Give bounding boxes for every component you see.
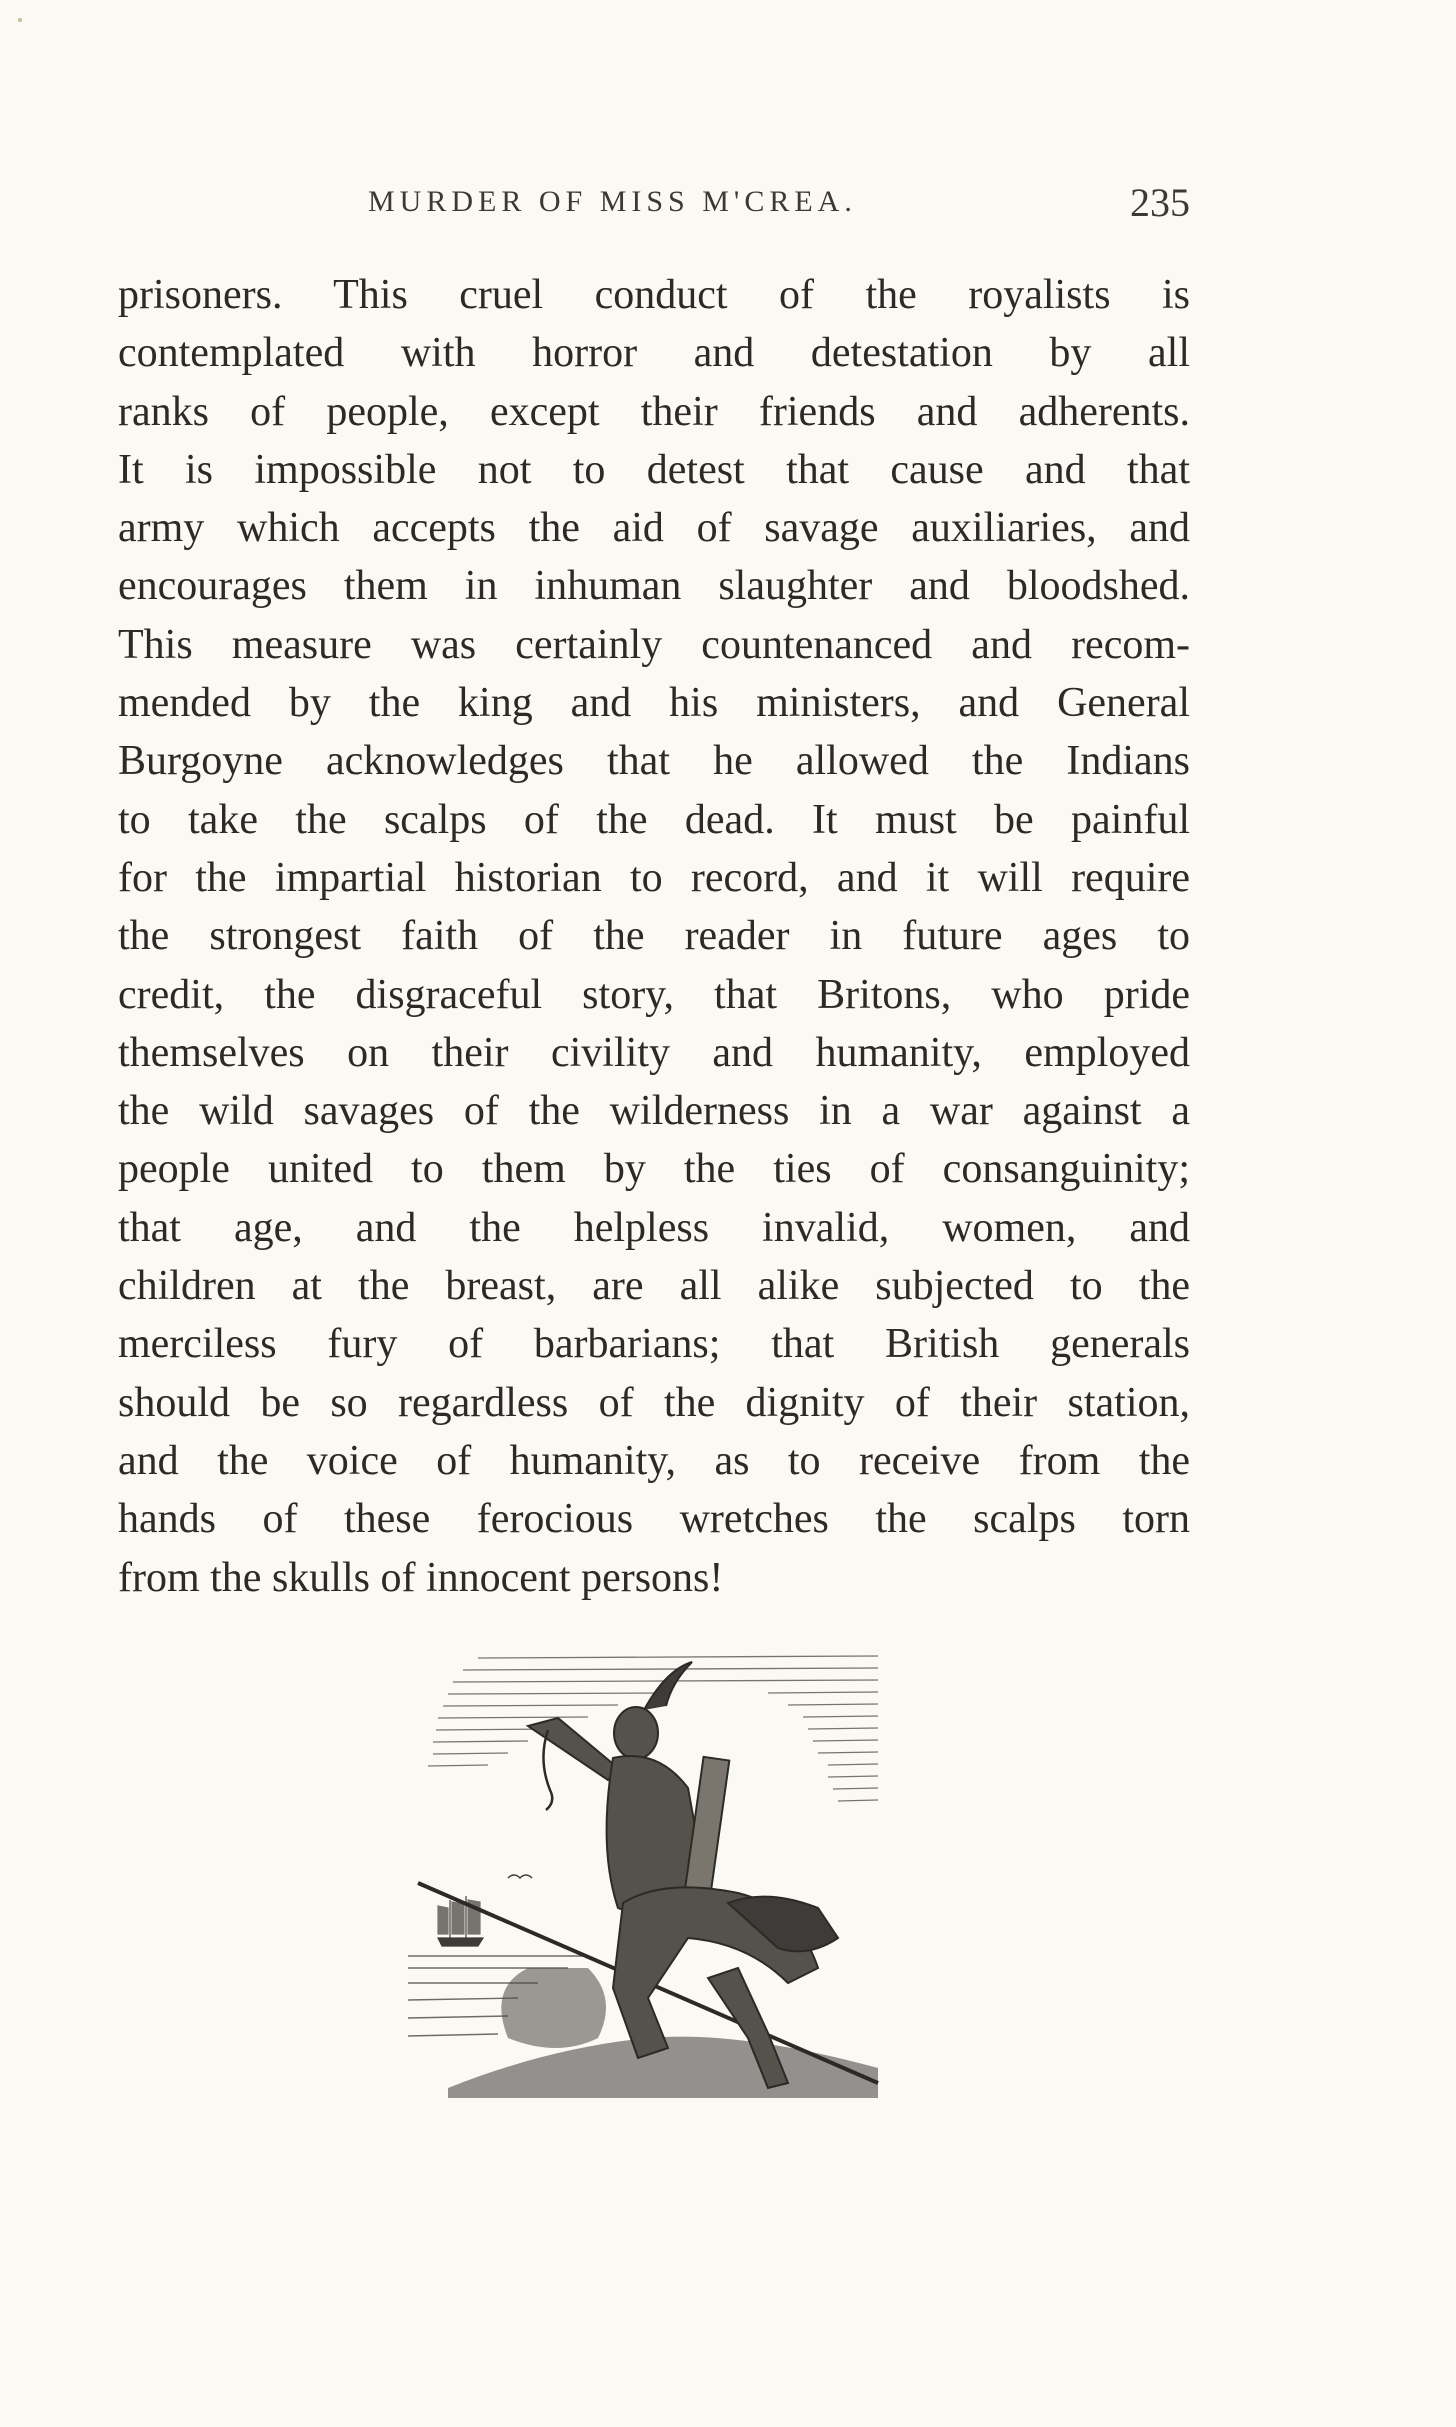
text-line: It is impossible not to detest that cause and that: [118, 446, 1190, 493]
text-line: themselves on their civility and humanity, employed: [118, 1029, 1190, 1076]
body-text: [118, 266, 1190, 1607]
text-line: children at the breast, are all alike subjected to the: [118, 1263, 1190, 1310]
text-line: the strongest faith of the reader in future ages to: [118, 913, 1190, 960]
text-line: hands of these ferocious wretches the scalps torn: [118, 1496, 1190, 1543]
running-title: MURDER OF MISS M'CREA.: [368, 185, 857, 218]
text-line: the wild savages of the wilderness in a war against a: [118, 1088, 1190, 1135]
text-line: to take the scalps of the dead. It must be painful: [118, 796, 1190, 843]
text-line: for the impartial historian to record, and it will require: [118, 854, 1190, 901]
text-line: prisoners. This cruel conduct of the royalists is: [118, 272, 1190, 318]
text-line: and the voice of humanity, as to receive from the: [118, 1437, 1190, 1484]
text-line: encourages them in inhuman slaughter and bloodshed.: [118, 563, 1190, 610]
text-line: This measure was certainly countenanced and recom-: [118, 621, 1190, 668]
page-number: 235: [1130, 180, 1190, 225]
text-line: people united to them by the ties of consanguinity;: [118, 1146, 1190, 1193]
text-line: contemplated with horror and detestation by all: [118, 330, 1190, 377]
text-line: that age, and the helpless invalid, women, and: [118, 1204, 1190, 1251]
text-line: mended by the king and his ministers, and General: [118, 680, 1190, 727]
paper-speck: [18, 18, 22, 22]
text-line: merciless fury of barbarians; that British generals: [118, 1321, 1190, 1368]
running-head: [118, 180, 1190, 235]
text-line: credit, the disgraceful story, that Britons, who pride: [118, 971, 1190, 1018]
text-line: should be so regardless of the dignity of their station,: [118, 1379, 1190, 1426]
text-line: Burgoyne acknowledges that he allowed the Indians: [118, 738, 1190, 785]
woodcut-warrior-with-scalp-icon: [408, 1638, 908, 2098]
text-line: ranks of people, except their friends and adherents.: [118, 388, 1190, 435]
text-line: army which accepts the aid of savage auxiliaries, and: [118, 505, 1190, 552]
text-line: from the skulls of innocent persons!: [118, 1554, 724, 1601]
